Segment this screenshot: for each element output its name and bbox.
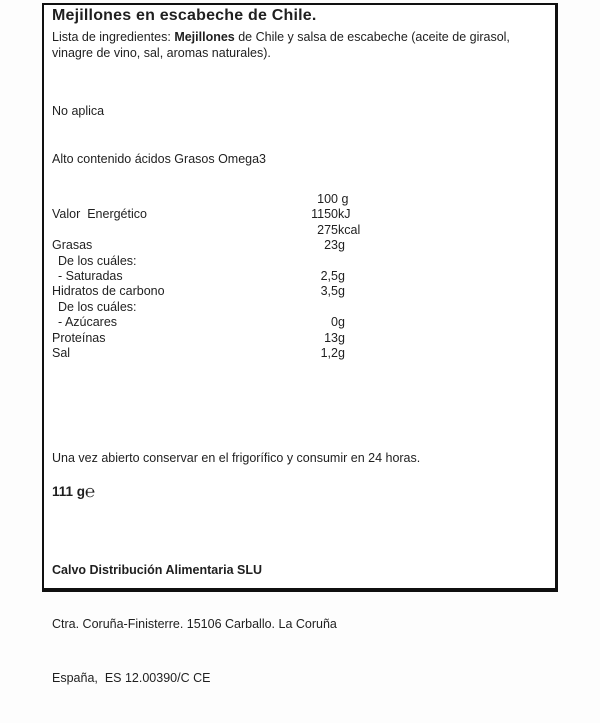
nutrient-value: 3,5 bbox=[320, 284, 338, 299]
label-border-box bbox=[42, 3, 558, 685]
nutrient-unit: g bbox=[338, 284, 345, 299]
nutrition-row-energy-kj bbox=[52, 207, 547, 222]
nutrient-unit: g bbox=[338, 330, 345, 345]
nutrient-label: Valor Energético bbox=[52, 207, 147, 222]
ingredients-highlight: Mejillones bbox=[174, 30, 235, 44]
nutrient-label: De los cuáles: bbox=[58, 253, 137, 268]
nutrient-value: 23 bbox=[324, 238, 338, 253]
nutrient-label: De los cuáles: bbox=[58, 299, 137, 314]
ingredients-prefix: Lista de ingredientes: bbox=[52, 30, 175, 44]
nutrient-value: 0 bbox=[331, 315, 338, 330]
nutrient-unit: g bbox=[338, 268, 345, 283]
claims-block bbox=[52, 71, 547, 199]
manufacturer-registration: España, ES 12.00390/C CE bbox=[52, 671, 211, 685]
nutrient-label: - Saturadas bbox=[58, 268, 123, 283]
product-title: Mejillones en escabeche de Chile. bbox=[52, 7, 317, 24]
ingredients-rest: de Chile y salsa de escabeche (aceite de girasol, vinagre de vino, sal, aromas naturales). bbox=[52, 30, 514, 60]
nutrient-label: Sal bbox=[52, 345, 71, 360]
nutrient-label: - Azúcares bbox=[58, 315, 118, 330]
nutrient-label: Grasas bbox=[52, 238, 93, 253]
nutrition-row-energy-kcal bbox=[52, 223, 547, 238]
nutrient-value: 1,2 bbox=[320, 345, 338, 360]
nutrient-value: 2,5 bbox=[320, 268, 338, 283]
nutrition-header-value: 100 bbox=[317, 192, 338, 206]
nutrient-value: 1150 bbox=[311, 207, 338, 222]
manufacturer-name: Calvo Distribución Alimentaria SLU bbox=[52, 563, 262, 577]
nutrient-value: 13 bbox=[324, 330, 338, 345]
nutrition-row-saturates bbox=[52, 269, 547, 284]
nutrient-unit: g bbox=[338, 238, 345, 253]
nutrition-row-protein bbox=[52, 331, 547, 346]
nutrition-header-unit: g bbox=[338, 192, 349, 206]
claim-line: Alto contenido ácidos Grasos Omega3 bbox=[52, 152, 267, 166]
nutrition-row-carbohydrate bbox=[52, 284, 547, 299]
nutrient-unit: g bbox=[338, 345, 345, 360]
claim-line: No aplica bbox=[52, 104, 105, 118]
nutrient-unit: g bbox=[338, 315, 345, 330]
nutrient-unit: kcal bbox=[338, 222, 361, 237]
nutrition-header-row bbox=[52, 192, 547, 207]
net-weight-value: 111 g bbox=[52, 484, 86, 499]
nutrient-label: Proteínas bbox=[52, 330, 106, 345]
manufacturer-address: Ctra. Coruña-Finisterre. 15106 Carballo. La Coruña bbox=[52, 617, 337, 631]
nutrition-table bbox=[52, 192, 547, 361]
nutrition-row-of-which-carb bbox=[52, 300, 547, 315]
nutrient-value: 275 bbox=[317, 222, 338, 237]
ingredients-paragraph bbox=[52, 29, 532, 61]
nutrition-row-fat bbox=[52, 238, 547, 253]
nutrient-label: Hidratos de carbono bbox=[52, 284, 165, 299]
nutrient-unit: kJ bbox=[338, 207, 351, 222]
nutrition-row-of-which-fat bbox=[52, 254, 547, 269]
net-weight bbox=[52, 482, 547, 502]
manufacturer-block bbox=[52, 525, 547, 723]
nutrition-row-salt bbox=[52, 346, 547, 361]
estimated-sign: ℮ bbox=[85, 482, 96, 501]
storage-instructions: Una vez abierto conservar en el frigorífico y consumir en 24 horas. bbox=[52, 451, 421, 465]
nutrition-row-sugars bbox=[52, 315, 547, 330]
